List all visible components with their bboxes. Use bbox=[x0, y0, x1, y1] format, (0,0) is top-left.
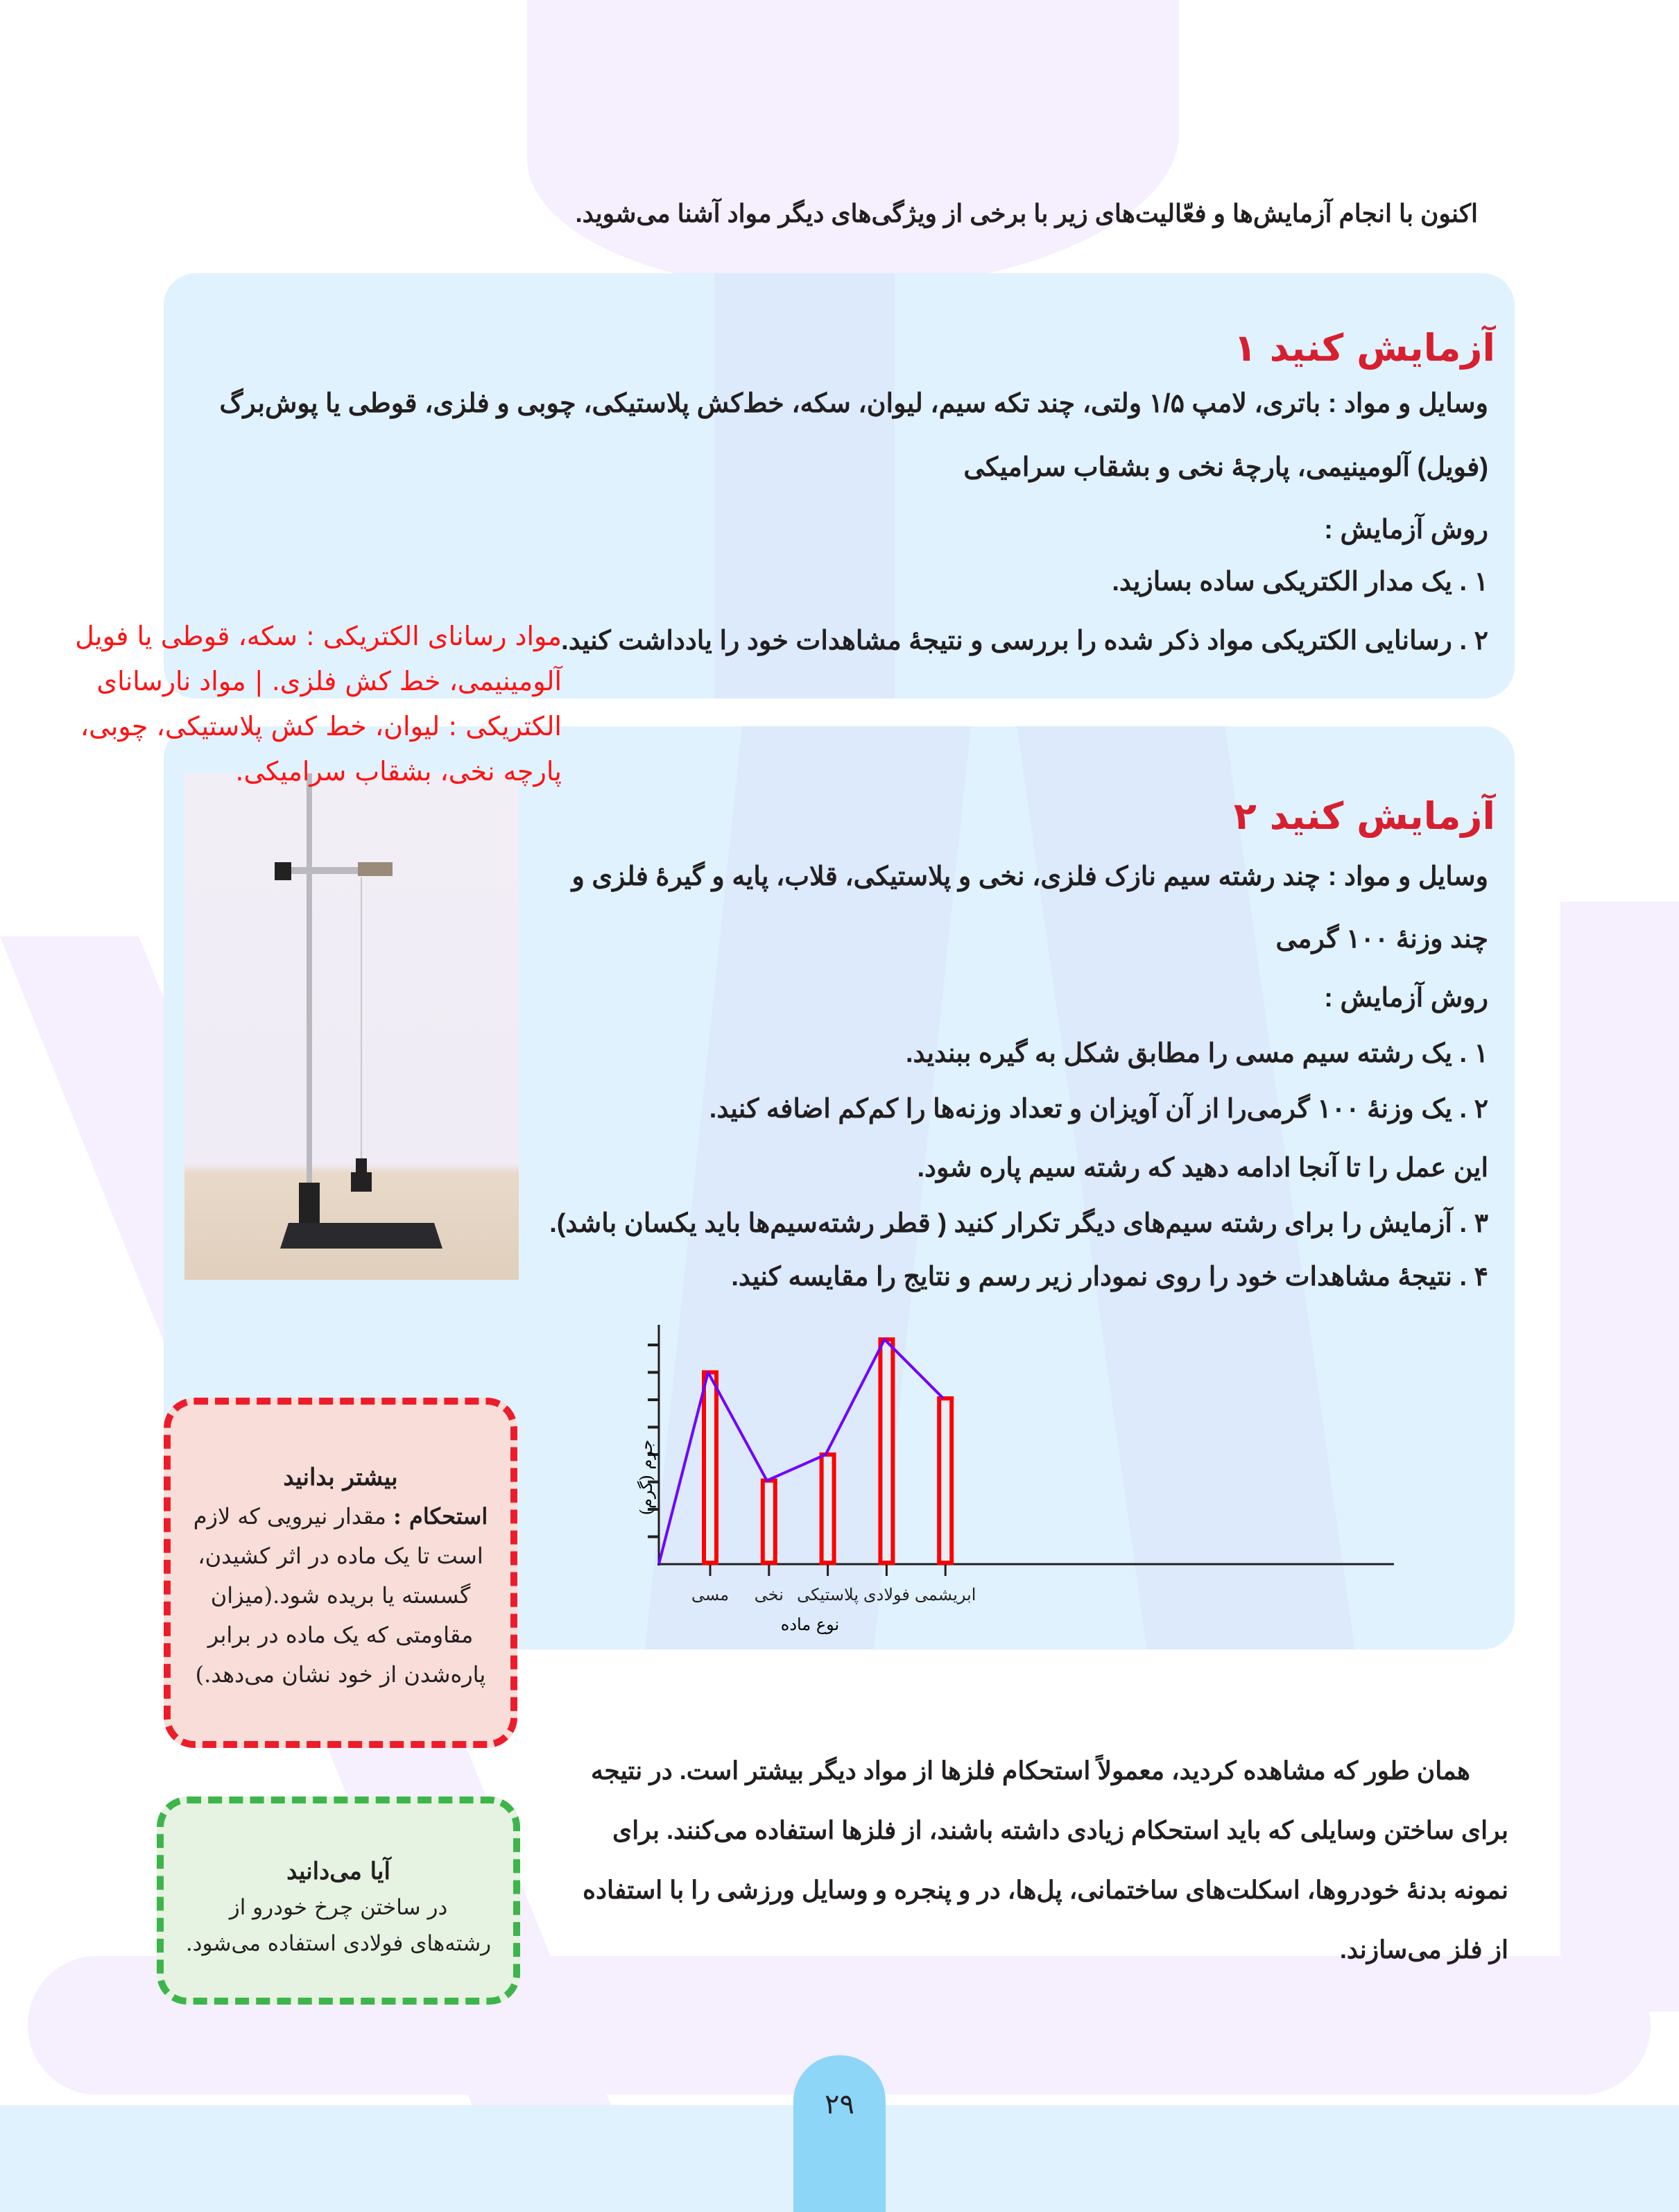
annotation-line: الکتریکی : لیوان، خط کش پلاستیکی، چوبی، bbox=[80, 711, 562, 741]
trend-line bbox=[659, 1339, 943, 1564]
experiment-2-step-2-cont: این عمل را تا آنجا ادامه دهید که رشته سیم پاره شود. bbox=[917, 1154, 1488, 1183]
did-you-know-box bbox=[157, 1797, 520, 2005]
bar-3 bbox=[822, 1455, 834, 1563]
x-tick-label: پلاستیکی bbox=[797, 1585, 859, 1604]
experiment-2-title: آزمایش کنید ۲ bbox=[1233, 794, 1495, 838]
more-info-line: گسسته یا بریده شود.(میزان bbox=[210, 1582, 471, 1609]
weight bbox=[351, 1172, 372, 1192]
stand-rod bbox=[307, 773, 312, 1190]
clamp-jaw bbox=[358, 862, 393, 876]
x-tick-label: فولادی bbox=[863, 1585, 910, 1604]
more-info-term: استحکام : bbox=[393, 1503, 488, 1529]
experiment-1-step-1: ۱ . یک مدار الکتریکی ساده بسازید. bbox=[1112, 567, 1488, 597]
did-you-know-line: رشته‌های فولادی استفاده می‌شود. bbox=[185, 1931, 492, 1956]
did-you-know-title: آیا می‌دانید bbox=[286, 1858, 390, 1885]
conclusion-line: همان طور که مشاهده کردید، معمولاً استحکام فلزها از مواد دیگر بیشتر است. در نتیجه bbox=[591, 1756, 1470, 1785]
more-info-title: بیشتر بدانید bbox=[283, 1464, 398, 1491]
lab-stand-illustration bbox=[184, 773, 519, 1280]
bar-5 bbox=[939, 1398, 952, 1563]
experiment-1-step-2: ۲ . رسانایی الکتریکی مواد ذکر شده را بررسی و نتیجهٔ مشاهدات خود را یادداشت کنید. bbox=[561, 626, 1488, 655]
stand-base bbox=[280, 1223, 442, 1249]
page-number-tab bbox=[793, 2055, 886, 2212]
annotation-line: پارچه نخی، بشقاب سرامیکی. bbox=[235, 756, 562, 787]
experiment-1-materials-cont: (فویل) آلومینیمی، پارچهٔ نخی و بشقاب سرامیکی bbox=[963, 453, 1488, 482]
conclusion-paragraph bbox=[544, 1741, 1508, 1980]
experiment-2-step-3: ۳ . آزمایش را برای رشته سیم‌های دیگر تکرار کنید ( قطر رشته‌سیم‌ها باید یکسان باشد). bbox=[549, 1209, 1488, 1238]
did-you-know-line: در ساختن چرخ خودرو از bbox=[229, 1895, 448, 1920]
watermark-shape bbox=[1560, 902, 1679, 2012]
experiment-2-step-4: ۴ . نتیجهٔ مشاهدات خود را روی نمودار زیر رسم و نتایج را مقایسه کنید. bbox=[731, 1262, 1488, 1292]
lab-stand-photo bbox=[184, 773, 519, 1280]
more-info-box bbox=[164, 1398, 517, 1748]
materials-text: چند رشته سیم نازک فلزی، نخی و پلاستیکی، قلاب، پایه و گیرهٔ فلزی و bbox=[571, 862, 1321, 891]
more-info-line: است تا یک ماده در اثر کشیدن، bbox=[198, 1543, 483, 1569]
more-info-line: مقدار نیرویی که لازم bbox=[193, 1503, 386, 1529]
chart-line-layer bbox=[659, 1339, 943, 1564]
experiment-2-step-1: ۱ . یک رشته سیم مسی را مطابق شکل به گیره ببندید. bbox=[905, 1039, 1488, 1068]
watermark-shape bbox=[527, 0, 1179, 291]
experiment-2-materials bbox=[572, 864, 1489, 890]
stand-collar bbox=[299, 1183, 320, 1224]
chart-x-axis-label: نوع ماده bbox=[780, 1615, 840, 1634]
materials-label: وسایل و مواد : bbox=[1327, 389, 1488, 418]
conclusion-line: برای ساختن وسایلی که باید استحکام زیادی داشته باشند، از فلزها استفاده می‌کنند. برای bbox=[612, 1816, 1508, 1844]
page-number: ۲۹ bbox=[825, 2089, 854, 2120]
x-tick-label: نخی bbox=[754, 1585, 784, 1604]
conclusion-line: نمونه بدنهٔ خودروها، اسکلت‌های ساختمانی، پل‌ها، در و پنجره و وسایل ورزشی را با استفاده bbox=[583, 1876, 1508, 1904]
more-info-line: مقاومتی که یک ماده در برابر bbox=[207, 1622, 474, 1648]
annotation-line: مواد رسانای الکتریکی : سکه، قوطی یا فویل bbox=[75, 621, 562, 651]
experiment-2-method-label: روش آزمایش : bbox=[1324, 984, 1488, 1013]
chart-axes bbox=[648, 1325, 1394, 1576]
x-tick-label: مسی bbox=[691, 1585, 730, 1604]
intro-text: اکنون با انجام آزمایش‌ها و فعّالیت‌های زیر با برخی از ویژگی‌های دیگر مواد آشنا می‌شوید. bbox=[575, 199, 1478, 228]
chart-y-axis-label: جرم (گرم) bbox=[637, 1439, 656, 1516]
experiment-2-materials-cont: چند وزنهٔ ۱۰۰ گرمی bbox=[1275, 925, 1488, 954]
conclusion-line: از فلز می‌سازند. bbox=[1339, 1935, 1508, 1964]
experiment-1-materials bbox=[219, 391, 1488, 417]
x-tick-label: ابریشمی bbox=[914, 1585, 976, 1604]
bar-4 bbox=[880, 1339, 893, 1563]
chart-labels bbox=[691, 1585, 976, 1604]
bar-2 bbox=[763, 1481, 775, 1563]
answer-annotation bbox=[28, 614, 562, 794]
more-info-line: پاره‌شدن از خود نشان می‌دهد.) bbox=[195, 1661, 486, 1688]
clamp-arm bbox=[282, 867, 358, 874]
strength-chart bbox=[624, 1311, 1456, 1644]
experiment-2-step-2: ۲ . یک وزنهٔ ۱۰۰ گرمی‌را از آن آویزان و تعداد وزنه‌ها را کم‌کم اضافه کنید. bbox=[709, 1095, 1488, 1124]
more-info-body bbox=[171, 1497, 510, 1695]
clamp-knob bbox=[275, 862, 291, 880]
bar-1 bbox=[704, 1373, 716, 1563]
materials-text: باتری، لامپ ۱/۵ ولتی، چند تکه سیم، لیوان، سکه، خط‌کش پلاستیکی، چوبی و فلزی، قوطی یا پوش‌برگ bbox=[219, 389, 1321, 418]
experiment-1-title: آزمایش کنید ۱ bbox=[1233, 326, 1495, 370]
annotation-line: آلومینیمی، خط کش فلزی. | مواد نارسانای bbox=[96, 666, 562, 696]
experiment-1-method-label: روش آزمایش : bbox=[1324, 515, 1488, 545]
materials-label: وسایل و مواد : bbox=[1327, 862, 1488, 891]
